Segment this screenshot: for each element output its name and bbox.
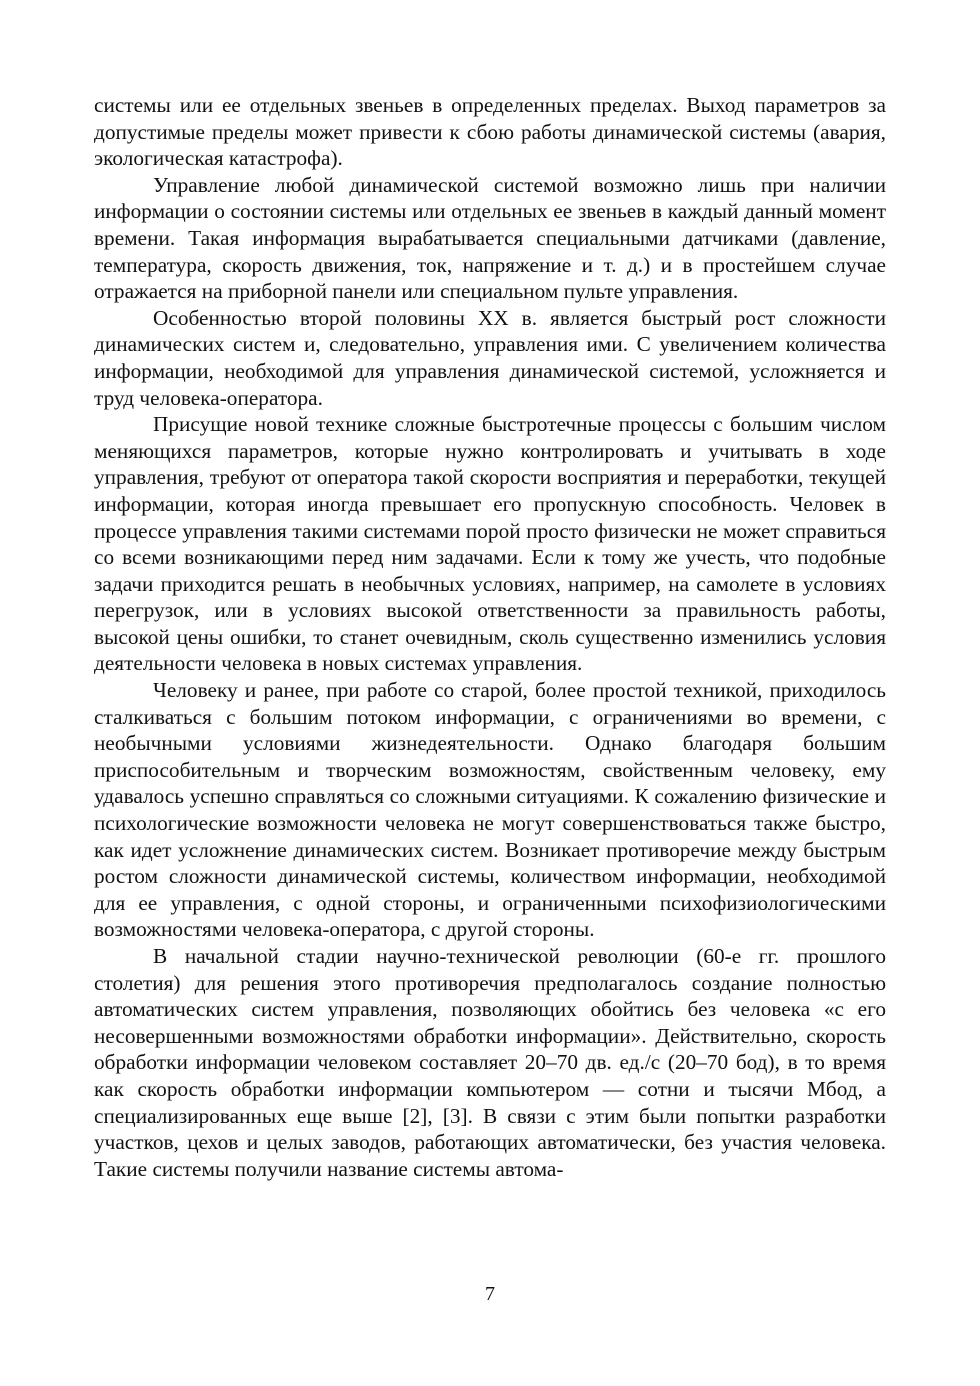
page-number: 7 [485, 1283, 495, 1305]
body-text [94, 92, 886, 1182]
paragraph-4: Присущие новой технике сложные быстротечные процессы с большим числом меняющихся параметров, которые нужно контролировать и учитывать в ходе управления, требуют от оператора такой скорости восприятия и переработки, текущей информации, которая иногда превышает его пропускную способность. Человек в процессе управления такими системами порой просто физически не может справиться со всеми возникающими перед ним задачами. Если к тому же учесть, что подобные задачи приходится решать в необычных условиях, например, на самолете в условиях перегрузок, или в условиях высокой ответственности за правильность работы, высокой цены ошибки, то станет очевидным, сколь существенно изменились условия деятельности человека в новых системах управления. [94, 412, 886, 676]
paragraph-5: Человеку и ранее, при работе со старой, более простой техникой, приходилось сталкиваться с большим потоком информации, с ограничениями во времени, с необычными условиями жизнедеятельности. Однако благодаря большим приспособительным и творческим возможностям, свойственным человеку, ему удавалось успешно справляться со сложными ситуациями. К сожалению физические и психологические возможности человека не могут совершенствоваться также быстро, как идет усложнение динамических систем. Возникает противоречие между быстрым ростом сложности динамической системы, количеством информации, необходимой для ее управления, с одной стороны, и ограниченными психофизиологическими возможностями человека-оператора, с другой стороны. [94, 678, 886, 942]
paragraph-1: системы или ее отдельных звеньев в определенных пределах. Выход параметров за допустимые пределы может привести к сбою работы динамической системы (авария, экологическая катастрофа). [94, 93, 886, 171]
paragraph-3: Особенностью второй половины XX в. является быстрый рост сложности динамических систем и, следовательно, управления ими. С увеличением количества информации, необходимой для управления динамической системой, усложняется и труд человека-оператора. [94, 305, 886, 410]
paragraph-2: Управление любой динамической системой возможно лишь при наличии информации о состоянии системы или отдельных ее звеньев в каждый данный момент времени. Такая информация вырабатывается специальными датчиками (давление, температура, скорость движения, ток, напряжение и т. д.) и в простейшем случае отражается на приборной панели или специальном пульте управления. [94, 172, 886, 304]
paragraph-6: В начальной стадии научно-технической революции (60-е гг. прошлого столетия) для решения этого противоречия предполагалось создание полностью автоматических систем управления, позволяющих обойтись без человека «с его несовершенными возможностями обработки информации». Действительно, скорость обработки информации человеком составляет 20–70 дв. ед./с (20–70 бод), в то время как скорость обработки информации компьютером — сотни и тысячи Мбод, а специализированных еще выше [2], [3]. В связи с этим были попытки разработки участков, цехов и целых заводов, работающих автоматически, без участия человека. Такие системы получили название системы автома- [94, 944, 886, 1181]
